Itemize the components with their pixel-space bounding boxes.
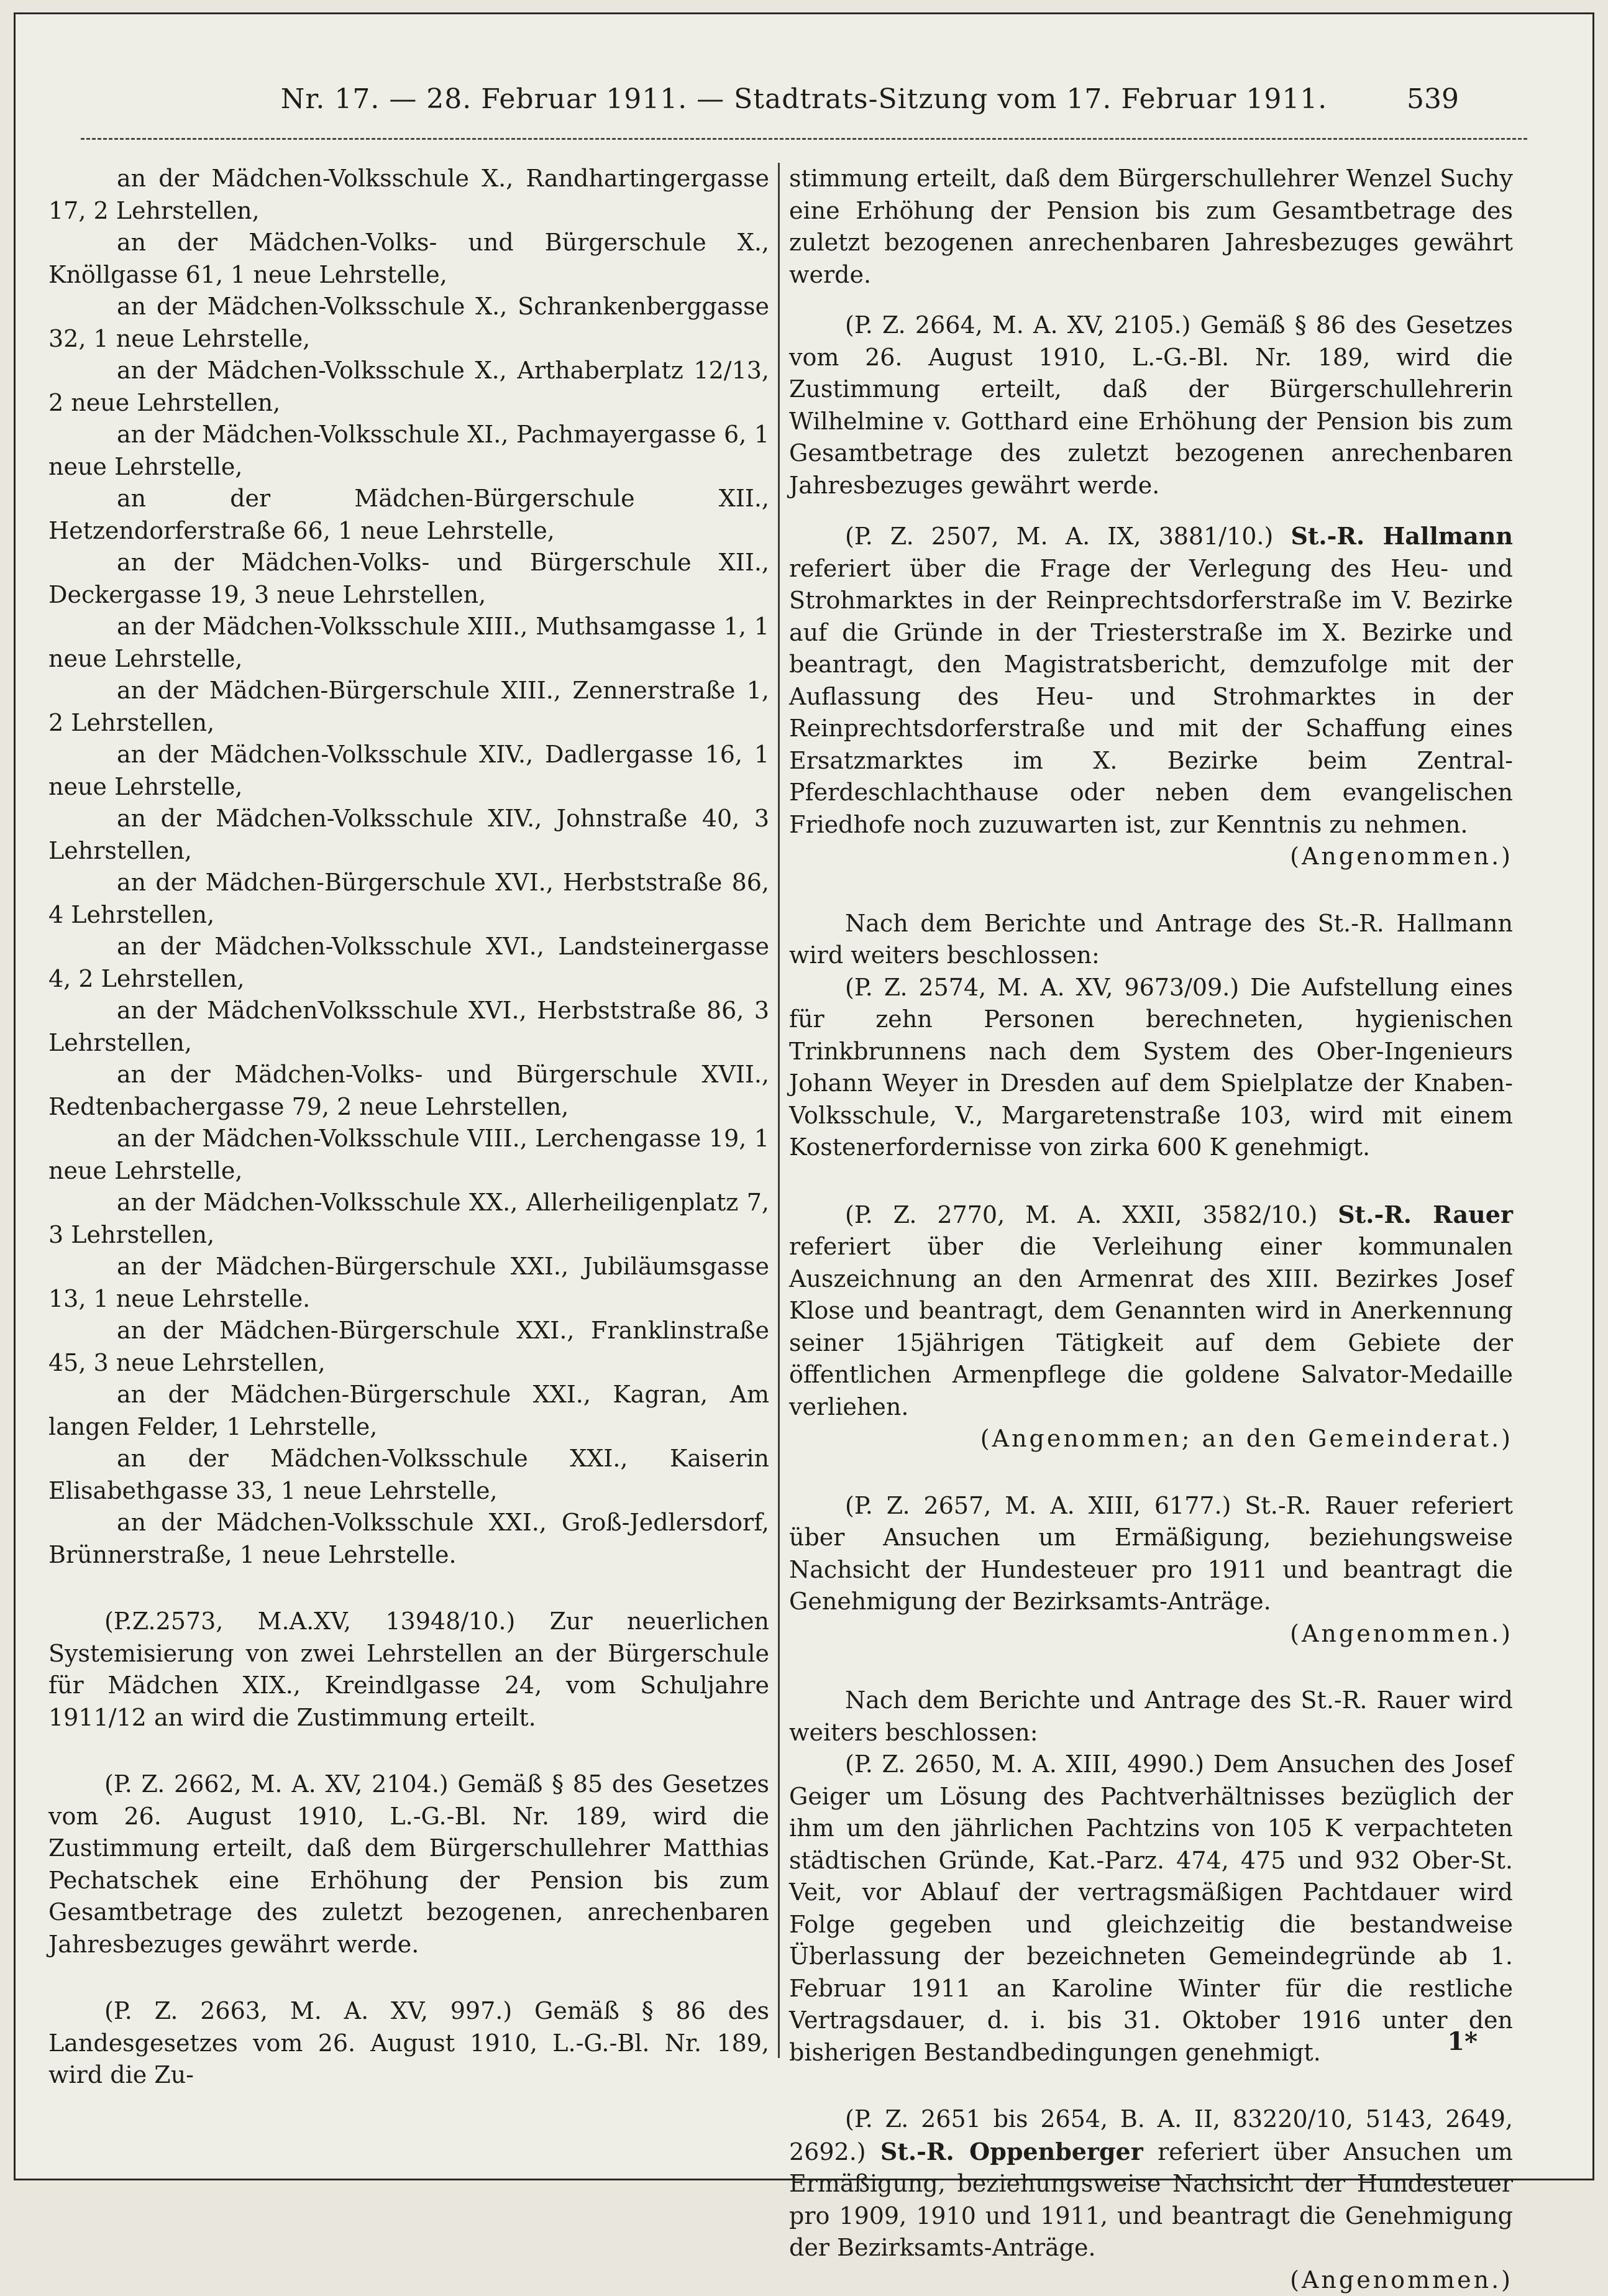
speaker-name: St.-R. Rauer <box>1338 1201 1513 1228</box>
school-entry: an der MädchenVolksschule XVI., Herbststraße 86, 3 Lehrstellen, <box>48 995 769 1059</box>
paragraph-body: referiert über die Frage der Verlegung des Heu- und Strohmarktes in der Reinprechtsdorferstraße im V. Bezirke auf die Gründe in der Triesterstraße im X. Bezirke und beantragt, den Magistratsbericht, demzufolge mit der Auflassung des Heu- und Strohmarktes in der Reinprechtsdorferstraße und mit der Schaffung eines Ersatzmarktes im X. Bezirke beim Zentral-Pferdeschlachthause oder neben dem evangelischen Friedhofe noch zuzuwarten ist, zur Kenntnis zu nehmen. <box>789 555 1513 838</box>
page-header <box>0 75 1608 124</box>
school-entry: an der Mädchen-Volksschule X., Randhartingergasse 17, 2 Lehrstellen, <box>48 163 769 227</box>
paragraph-2650: (P. Z. 2650, M. A. XIII, 4990.) Dem Ansuchen des Josef Geiger um Lösung des Pachtverhältnisses bezüglich der ihm um den jährlichen Pachtzins von 105 K verpachteten städtischen Gründe, Kat.-Parz. 474, 475 und 932 Ober-St. Veit, vor Ablauf der vertragsmäßigen Pachtdauer wird Folge gegeben und gleichzeitig die bestandweise Überlassung der bezeichneten Gemeindegründe ab 1. Februar 1911 an Karoline Winter für die restliche Vertragsdauer, d. i. bis 31. Oktober 1916 unter den bisherigen Bestandbedingungen genehmigt. <box>789 1749 1513 2069</box>
school-entry: an der Mädchen-Bürgerschule XXI., Jubiläumsgasse 13, 1 neue Lehrstelle. <box>48 1251 769 1315</box>
sheet-signature-mark: 1* <box>1447 2027 1478 2056</box>
header-rule <box>81 138 1527 140</box>
paragraph-2651 <box>789 2103 1513 2264</box>
paragraph-2663: (P. Z. 2663, M. A. XV, 997.) Gemäß § 86 des Landesgesetzes vom 26. August 1910, L.-G.-Bl. Nr. 189, wird die Zu- <box>48 1995 769 2092</box>
school-entry: an der Mädchen-Volksschule XXI., Groß-Jedlersdorf, Brünnerstraße, 1 neue Lehrstelle. <box>48 1507 769 1571</box>
school-entry: an der Mädchen-Volksschule XI., Pachmayergasse 6, 1 neue Lehrstelle, <box>48 419 769 483</box>
reference: (P. Z. 2651 bis 2654, B. A. II, 83220/10, 5143, 2649, 2692.) <box>789 2105 1513 2166</box>
school-entry: an der Mädchen-Volksschule X., Arthaberplatz 12/13, 2 neue Lehrstellen, <box>48 355 769 419</box>
left-column <box>48 163 769 2092</box>
paragraph-2657: (P. Z. 2657, M. A. XIII, 6177.) St.-R. Rauer referiert über Ansuchen um Ermäßigung, beziehungsweise Nachsicht der Hundesteuer pro 1911 und beantragt die Genehmigung der Bezirksamts-Anträge. <box>789 1490 1513 1618</box>
school-entry: an der Mädchen-Bürgerschule XXI., Kagran, Am langen Felder, 1 Lehrstelle, <box>48 1379 769 1443</box>
school-entry: an der Mädchen-Volksschule XIV., Johnstraße 40, 3 Lehrstellen, <box>48 803 769 867</box>
paragraph-2664: (P. Z. 2664, M. A. XV, 2105.) Gemäß § 86 des Gesetzes vom 26. August 1910, L.-G.-Bl. Nr. 189, wird die Zustimmung erteilt, daß der Bürgerschullehrerin Wilhelmine v. Gotthard eine Erhöhung der Pension bis zum Gesamtbetrage des zuletzt bezogenen anrechenbaren Jahresbezuges gewährt werde. <box>789 309 1513 501</box>
result-note: (Angenommen.) <box>789 841 1513 873</box>
school-entry: an der Mädchen-Volks- und Bürgerschule XVII., Redtenbachergasse 79, 2 neue Lehrstellen, <box>48 1059 769 1123</box>
page-title: Nr. 17. — 28. Februar 1911. — Stadtrats-Sitzung vom 17. Februar 1911. <box>0 83 1608 115</box>
school-entry: an der Mädchen-Volksschule XIII., Muthsamgasse 1, 1 neue Lehrstelle, <box>48 611 769 675</box>
result-note: (Angenommen.) <box>789 1618 1513 1650</box>
intro-rauer: Nach dem Berichte und Antrage des St.-R. Rauer wird weiters beschlossen: <box>789 1685 1513 1749</box>
speaker-name: St.-R. Hallmann <box>1291 522 1513 550</box>
paragraph-2663-continued: stimmung erteilt, daß dem Bürgerschullehrer Wenzel Suchy eine Erhöhung der Pension bis zum Gesamtbetrage des zuletzt bezogenen anrechenbaren Jahresbezuges gewährt werde. <box>789 163 1513 291</box>
school-entry: an der Mädchen-Volksschule XXI., Kaiserin Elisabethgasse 33, 1 neue Lehrstelle, <box>48 1443 769 1507</box>
paragraph-2662: (P. Z. 2662, M. A. XV, 2104.) Gemäß § 85 des Gesetzes vom 26. August 1910, L.-G.-Bl. Nr. 189, wird die Zustimmung erteilt, daß dem Bürgerschullehrer Matthias Pechatschek eine Erhöhung der Pension bis zum Gesamtbetrage des zuletzt bezogenen, anrechenbaren Jahresbezuges gewährt werde. <box>48 1768 769 1960</box>
school-entry: an der Mädchen-Volksschule XVI., Landsteinergasse 4, 2 Lehrstellen, <box>48 931 769 995</box>
paragraph-2573: (P.Z.2573, M.A.XV, 13948/10.) Zur neuerlichen Systemisierung von zwei Lehrstellen an der Bürgerschule für Mädchen XIX., Kreindlgasse 24, vom Schuljahre 1911/12 an wird die Zustimmung erteilt. <box>48 1606 769 1734</box>
result-note: (Angenommen; an den Gemeinderat.) <box>789 1423 1513 1455</box>
paragraph-body: referiert über die Verleihung einer kommunalen Auszeichnung an den Armenrat des XIII. Bezirkes Josef Klose und beantragt, dem Genannten wird in Anerkennung seiner 15jährigen Tätigkeit auf dem Gebiete der öffentlichen Armenpflege die goldene Salvator-Medaille verliehen. <box>789 1233 1513 1420</box>
school-entry: an der Mädchen-Volksschule X., Schrankenberggasse 32, 1 neue Lehrstelle, <box>48 291 769 355</box>
school-entry: an der Mädchen-Bürgerschule XII., Hetzendorferstraße 66, 1 neue Lehrstelle, <box>48 483 769 547</box>
reference: (P. Z. 2507, M. A. IX, 3881/10.) <box>845 523 1273 550</box>
column-separator <box>778 163 780 2058</box>
school-entry: an der Mädchen-Bürgerschule XVI., Herbststraße 86, 4 Lehrstellen, <box>48 867 769 931</box>
paragraph-2507 <box>789 520 1513 841</box>
paragraph-2574: (P. Z. 2574, M. A. XV, 9673/09.) Die Aufstellung eines für zehn Personen berechneten, hygienischen Trinkbrunnens nach dem System des Ober-Ingenieurs Johann Weyer in Dresden auf dem Spielplatze der Knaben-Volksschule, V., Margaretenstraße 103, wird mit einem Kostenerfordernisse von zirka 600 K genehmigt. <box>789 972 1513 1164</box>
school-entry: an der Mädchen-Bürgerschule XXI., Franklinstraße 45, 3 neue Lehrstellen, <box>48 1315 769 1379</box>
reference: (P. Z. 2770, M. A. XXII, 3582/10.) <box>845 1201 1317 1228</box>
intro-hallmann: Nach dem Berichte und Antrage des St.-R. Hallmann wird weiters beschlossen: <box>789 908 1513 972</box>
paragraph-2770 <box>789 1199 1513 1424</box>
page-number: 539 <box>1407 83 1459 115</box>
speaker-name: St.-R. Oppenberger <box>880 2138 1143 2166</box>
school-entry: an der Mädchen-Volks- und Bürgerschule X., Knöllgasse 61, 1 neue Lehrstelle, <box>48 227 769 291</box>
school-entry: an der Mädchen-Volksschule XX., Allerheiligenplatz 7, 3 Lehrstellen, <box>48 1187 769 1251</box>
result-note: (Angenommen.) <box>789 2264 1513 2296</box>
paragraph-body: referiert über Ansuchen um Ermäßigung, beziehungsweise Nachsicht der Hundesteuer pro 1909, 1910 und 1911, und beantragt die Genehmigung der Bezirksamts-Anträge. <box>789 2138 1513 2262</box>
school-entry: an der Mädchen-Volksschule XIV., Dadlergasse 16, 1 neue Lehrstelle, <box>48 739 769 803</box>
school-entry: an der Mädchen-Bürgerschule XIII., Zennerstraße 1, 2 Lehrstellen, <box>48 675 769 739</box>
school-entry: an der Mädchen-Volks- und Bürgerschule XII., Deckergasse 19, 3 neue Lehrstellen, <box>48 547 769 611</box>
school-entry: an der Mädchen-Volksschule VIII., Lerchengasse 19, 1 neue Lehrstelle, <box>48 1123 769 1187</box>
right-column <box>789 163 1513 2296</box>
